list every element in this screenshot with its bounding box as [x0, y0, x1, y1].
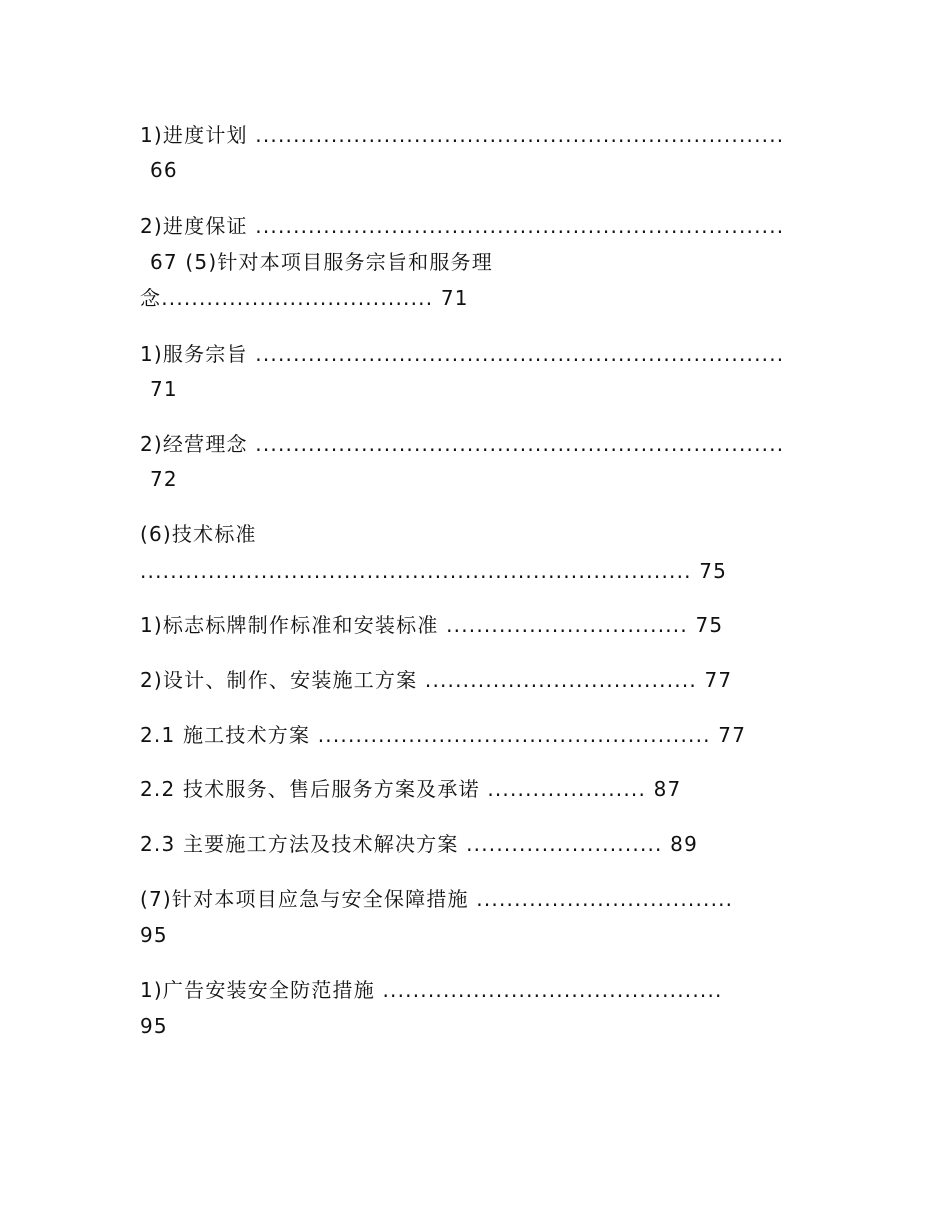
- toc-entry-service-tenet-cont: 念.................................... 71: [140, 286, 469, 310]
- toc-entry-tech-service-plan: 2.2 技术服务、售后服务方案及承诺 ..................... 87: [140, 777, 682, 801]
- toc-page-number: 95: [140, 1014, 168, 1038]
- toc-entry-design-install-plan: 2)设计、制作、安装施工方案 .................................... 77: [140, 668, 733, 692]
- toc-entry-technical-standard: (6)技术标准: [140, 522, 257, 546]
- toc-entry-progress-guarantee: 2)进度保证 ......................................................................: [140, 214, 785, 238]
- toc-entry-service-tenet-heading: 67 (5)针对本项目服务宗旨和服务理: [150, 250, 493, 274]
- toc-page-number: 95: [140, 923, 168, 947]
- toc-entry-sign-standard: 1)标志标牌制作标准和安装标准 ................................ 75: [140, 613, 724, 637]
- toc-page-number: 72: [150, 467, 178, 491]
- toc-entry-progress-plan: 1)进度计划 ......................................................................: [140, 123, 785, 147]
- toc-entry-technical-standard-leader: ......................................................................... 75: [140, 559, 728, 583]
- toc-page-number: 66: [150, 158, 178, 182]
- toc-entry-ad-install-safety: 1)广告安装安全防范措施 .............................................: [140, 978, 723, 1002]
- toc-page-number: 71: [150, 377, 178, 401]
- toc-entry-construction-methods: 2.3 主要施工方法及技术解决方案 .......................... 89: [140, 832, 699, 856]
- toc-entry-emergency-safety: (7)针对本项目应急与安全保障措施 ..................................: [140, 887, 734, 911]
- toc-entry-construction-tech-plan: 2.1 施工技术方案 .................................................... 77: [140, 723, 747, 747]
- toc-entry-business-philosophy: 2)经营理念 ......................................................................: [140, 432, 785, 456]
- toc-entry-service-tenet: 1)服务宗旨 ......................................................................: [140, 342, 785, 366]
